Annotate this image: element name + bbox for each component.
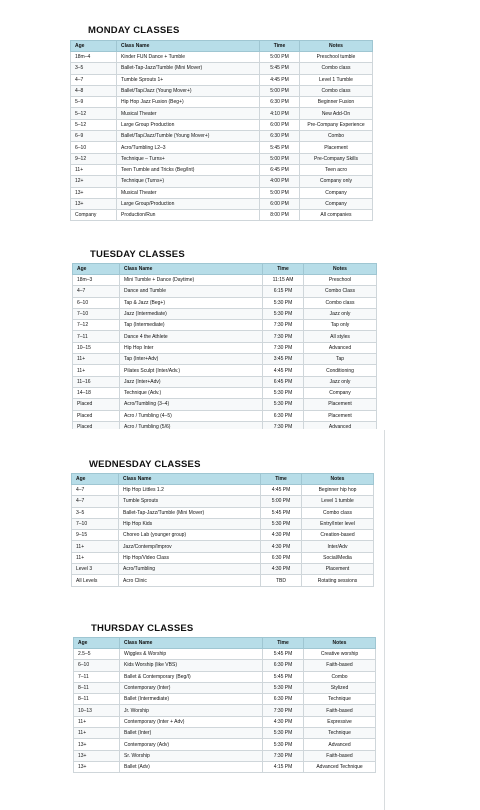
cell-class-name: Technique (Turns+) — [117, 176, 260, 187]
cell-time: 5:00 PM — [260, 85, 300, 96]
table-row — [71, 164, 373, 175]
cell-age: Placed — [73, 421, 120, 429]
table-row — [73, 410, 377, 421]
cell-class-name: Tap (Inter+Adv) — [120, 354, 263, 365]
cell-notes: Preschool tumble — [300, 52, 373, 63]
table-row — [73, 342, 377, 353]
cell-age: 6–10 — [74, 660, 120, 671]
cell-notes: All companies — [300, 210, 373, 221]
table-row — [72, 575, 374, 586]
cell-class-name: Ballet (Inter) — [120, 728, 263, 739]
cell-notes: New Add-On — [300, 108, 373, 119]
cell-class-name: Ballet (Intermediate) — [120, 694, 263, 705]
cell-class-name: Hip Hop/Video Class — [119, 552, 261, 563]
monday-title: MONDAY CLASSES — [88, 25, 180, 36]
table-row — [73, 275, 377, 286]
column-header-class-name: Class Name — [120, 264, 263, 275]
cell-age: 6–10 — [73, 297, 120, 308]
cell-age: 11+ — [72, 552, 119, 563]
table-row — [71, 52, 373, 63]
cell-time: 7:30 PM — [263, 705, 304, 716]
cell-time: 5:45 PM — [263, 649, 304, 660]
table-row — [72, 518, 374, 529]
cell-class-name: Large Group Production — [117, 119, 260, 130]
cell-age: 4–8 — [71, 85, 117, 96]
table-row — [74, 705, 376, 716]
cell-age: 9–15 — [72, 530, 119, 541]
cell-age: 11+ — [73, 354, 120, 365]
cell-notes: Placement — [302, 564, 374, 575]
cell-class-name: Hip Hop Jazz Fusion (Beg+) — [117, 97, 260, 108]
cell-class-name: Ballet (Adv) — [120, 761, 263, 772]
cell-class-name: Acro/Tumbling L2–3 — [117, 142, 260, 153]
table-row — [72, 507, 374, 518]
cell-time: 5:00 PM — [260, 52, 300, 63]
cell-age: 5–12 — [71, 119, 117, 130]
cell-notes: Technique — [304, 694, 376, 705]
cell-class-name: Choreo Lab (younger group) — [119, 530, 261, 541]
cell-age: Level 3 — [72, 564, 119, 575]
cell-time: 5:30 PM — [263, 399, 304, 410]
cell-notes: Social/Media — [302, 552, 374, 563]
cell-class-name: Acro / Tumbling (4–5) — [120, 410, 263, 421]
cell-time: 6:15 PM — [263, 286, 304, 297]
table-row — [72, 530, 374, 541]
thursday-title: THURSDAY CLASSES — [91, 623, 194, 634]
cell-age: 13+ — [71, 198, 117, 209]
table-row — [73, 320, 377, 331]
column-header-time: Time — [263, 264, 304, 275]
cell-class-name: Hip Hop Kids — [119, 518, 261, 529]
cell-age: 7–12 — [73, 320, 120, 331]
cell-class-name: Contemporary (Inter) — [120, 682, 263, 693]
cell-notes: Faith-based — [304, 660, 376, 671]
table-row — [71, 97, 373, 108]
cell-class-name: Technique (Adv.) — [120, 387, 263, 398]
cell-class-name: Acro / Tumbling (5/6) — [120, 421, 263, 429]
cell-time: 4:30 PM — [261, 564, 302, 575]
cell-class-name: Dance and Tumble — [120, 286, 263, 297]
cell-notes: Jazz only — [304, 376, 377, 387]
table-row — [71, 210, 373, 221]
table-row — [73, 365, 377, 376]
cell-class-name: Mini Tumble + Dance (Daytime) — [120, 275, 263, 286]
cell-notes: Placement — [300, 142, 373, 153]
page-divider — [384, 430, 385, 810]
table-header-row — [73, 264, 377, 275]
tuesday-schedule-table — [72, 263, 377, 429]
cell-class-name: Acro/Tumbling — [119, 564, 261, 575]
cell-age: 13+ — [74, 750, 120, 761]
wednesday-schedule-table — [71, 473, 374, 587]
table-header-row — [74, 638, 376, 649]
cell-age: 14–18 — [73, 387, 120, 398]
cell-notes: Pre-Company Experience — [300, 119, 373, 130]
cell-class-name: Tap & Jazz (Beg+) — [120, 297, 263, 308]
cell-time: 7:30 PM — [263, 750, 304, 761]
cell-class-name: Kids Worship (like VBS) — [120, 660, 263, 671]
cell-time: 4:15 PM — [263, 761, 304, 772]
cell-age: 4–7 — [73, 286, 120, 297]
cell-class-name: Musical Theater — [117, 108, 260, 119]
column-header-time: Time — [260, 41, 300, 52]
cell-age: 3–5 — [72, 507, 119, 518]
column-header-age: Age — [73, 264, 120, 275]
cell-time: 4:45 PM — [260, 74, 300, 85]
cell-time: 7:30 PM — [263, 421, 304, 429]
cell-class-name: Ballet/Tap/Jazz (Young Mover+) — [117, 85, 260, 96]
cell-class-name: Ballet-Tap-Jazz/Tumble (Mini Mover) — [117, 63, 260, 74]
cell-class-name: Acro Clinic — [119, 575, 261, 586]
cell-time: 4:30 PM — [261, 530, 302, 541]
cell-class-name: Dance 4 the Athlete — [120, 331, 263, 342]
table-row — [72, 541, 374, 552]
cell-notes: Conditioning — [304, 365, 377, 376]
table-row — [73, 331, 377, 342]
cell-time: TBD — [261, 575, 302, 586]
cell-time: 11:15 AM — [263, 275, 304, 286]
cell-age: 5–12 — [71, 108, 117, 119]
table-header-row — [72, 474, 374, 485]
column-header-notes: Notes — [300, 41, 373, 52]
cell-age: 11+ — [74, 728, 120, 739]
column-header-notes: Notes — [304, 264, 377, 275]
wednesday-title: WEDNESDAY CLASSES — [89, 459, 201, 470]
cell-class-name: Contemporary (Inter + Adv) — [120, 716, 263, 727]
table-row — [71, 108, 373, 119]
cell-notes: Rotating sessions — [302, 575, 374, 586]
cell-class-name: Ballet-Tap-Jazz/Tumble (Mini Mover) — [119, 507, 261, 518]
table-row — [73, 286, 377, 297]
cell-notes: Company — [300, 187, 373, 198]
cell-notes: Technique — [304, 728, 376, 739]
column-header-notes: Notes — [304, 638, 376, 649]
cell-time: 5:45 PM — [260, 63, 300, 74]
cell-time: 6:30 PM — [263, 660, 304, 671]
cell-notes: Advanced — [304, 342, 377, 353]
cell-notes: Combo class — [302, 507, 374, 518]
cell-time: 4:45 PM — [261, 485, 302, 496]
cell-notes: Tap — [304, 354, 377, 365]
cell-notes: Advanced Technique — [304, 761, 376, 772]
tuesday-table-clip — [72, 263, 377, 429]
table-row — [71, 198, 373, 209]
cell-time: 5:45 PM — [261, 507, 302, 518]
cell-time: 6:30 PM — [263, 694, 304, 705]
cell-time: 5:00 PM — [260, 187, 300, 198]
table-row — [74, 716, 376, 727]
cell-time: 5:30 PM — [263, 297, 304, 308]
cell-notes: Faith-based — [304, 705, 376, 716]
cell-time: 5:30 PM — [263, 308, 304, 319]
table-row — [71, 187, 373, 198]
cell-class-name: Tumble Sprouts 1+ — [117, 74, 260, 85]
cell-notes: Placement — [304, 410, 377, 421]
table-header-row — [71, 41, 373, 52]
table-row — [74, 728, 376, 739]
cell-class-name: Tap (Intermediate) — [120, 320, 263, 331]
cell-time: 8:00 PM — [260, 210, 300, 221]
cell-age: 11–16 — [73, 376, 120, 387]
table-row — [71, 85, 373, 96]
cell-class-name: Kinder FUN Dance + Tumble — [117, 52, 260, 63]
cell-class-name: Large Group/Production — [117, 198, 260, 209]
table-row — [72, 552, 374, 563]
cell-notes: Entry/Inter level — [302, 518, 374, 529]
cell-notes: Creation-based — [302, 530, 374, 541]
cell-class-name: Ballet/Tap/Jazz/Tumble (Young Mover+) — [117, 131, 260, 142]
cell-age: 7–11 — [73, 331, 120, 342]
table-row — [73, 354, 377, 365]
cell-time: 4:00 PM — [260, 176, 300, 187]
cell-class-name: Hip Hop Littles 1.2 — [119, 485, 261, 496]
cell-time: 7:30 PM — [263, 342, 304, 353]
cell-age: 2.5–5 — [74, 649, 120, 660]
cell-time: 5:30 PM — [263, 728, 304, 739]
cell-notes: Jazz only — [304, 308, 377, 319]
cell-notes: Combo Class — [304, 286, 377, 297]
tuesday-title: TUESDAY CLASSES — [90, 249, 185, 260]
column-header-time: Time — [263, 638, 304, 649]
cell-notes: Inter/Adv — [302, 541, 374, 552]
table-row — [71, 63, 373, 74]
cell-age: 11+ — [72, 541, 119, 552]
table-row — [73, 308, 377, 319]
cell-notes: Combo class — [300, 63, 373, 74]
table-row — [72, 496, 374, 507]
table-row — [71, 176, 373, 187]
cell-notes: Faith-based — [304, 750, 376, 761]
cell-age: 10–13 — [74, 705, 120, 716]
table-row — [71, 119, 373, 130]
cell-age: 12+ — [71, 176, 117, 187]
cell-notes: Combo class — [300, 85, 373, 96]
cell-notes: Combo class — [304, 297, 377, 308]
cell-age: 18m–3 — [73, 275, 120, 286]
column-header-age: Age — [74, 638, 120, 649]
cell-time: 4:10 PM — [260, 108, 300, 119]
cell-notes: Teen acro — [300, 164, 373, 175]
cell-age: 3–5 — [71, 63, 117, 74]
column-header-age: Age — [71, 41, 117, 52]
cell-notes: Preschool — [304, 275, 377, 286]
cell-notes: Company only — [300, 176, 373, 187]
cell-notes: Level 1 tumble — [302, 496, 374, 507]
cell-notes: All styles — [304, 331, 377, 342]
cell-time: 6:45 PM — [263, 376, 304, 387]
cell-time: 4:45 PM — [263, 365, 304, 376]
cell-notes: Placement — [304, 399, 377, 410]
cell-notes: Creative worship — [304, 649, 376, 660]
cell-age: 4–7 — [72, 485, 119, 496]
table-row — [74, 739, 376, 750]
cell-age: 8–11 — [74, 694, 120, 705]
cell-time: 5:45 PM — [260, 142, 300, 153]
cell-age: 11+ — [74, 716, 120, 727]
table-row — [74, 694, 376, 705]
cell-time: 5:00 PM — [261, 496, 302, 507]
table-row — [74, 660, 376, 671]
cell-class-name: Wiggles & Worship — [120, 649, 263, 660]
cell-age: 7–10 — [72, 518, 119, 529]
cell-notes: Advanced — [304, 421, 377, 429]
cell-notes: Level 1 Tumble — [300, 74, 373, 85]
table-row — [71, 74, 373, 85]
cell-notes: Tap only — [304, 320, 377, 331]
table-row — [74, 671, 376, 682]
table-row — [73, 399, 377, 410]
cell-time: 5:00 PM — [260, 153, 300, 164]
cell-notes: Beginner hip hop — [302, 485, 374, 496]
cell-time: 5:30 PM — [263, 682, 304, 693]
cell-time: 6:00 PM — [260, 119, 300, 130]
cell-class-name: Jazz (Intermediate) — [120, 308, 263, 319]
cell-notes: Combo — [304, 671, 376, 682]
table-row — [71, 142, 373, 153]
cell-time: 6:30 PM — [263, 410, 304, 421]
column-header-class-name: Class Name — [117, 41, 260, 52]
cell-class-name: Sr. Worship — [120, 750, 263, 761]
cell-age: 7–10 — [73, 308, 120, 319]
cell-age: Placed — [73, 410, 120, 421]
table-row — [74, 682, 376, 693]
cell-notes: Combo — [300, 131, 373, 142]
cell-notes: Expressive — [304, 716, 376, 727]
cell-age: 6–9 — [71, 131, 117, 142]
cell-time: 5:45 PM — [263, 671, 304, 682]
cell-class-name: Jazz (Inter+Adv) — [120, 376, 263, 387]
column-header-age: Age — [72, 474, 119, 485]
table-row — [71, 153, 373, 164]
cell-age: 8–11 — [74, 682, 120, 693]
column-header-notes: Notes — [302, 474, 374, 485]
cell-class-name: Technique – Turns+ — [117, 153, 260, 164]
table-row — [74, 761, 376, 772]
cell-age: Placed — [73, 399, 120, 410]
cell-age: 6–10 — [71, 142, 117, 153]
cell-age: 5–9 — [71, 97, 117, 108]
cell-notes: Pre-Company Skills — [300, 153, 373, 164]
column-header-class-name: Class Name — [120, 638, 263, 649]
cell-notes: Stylized — [304, 682, 376, 693]
cell-age: 11+ — [73, 365, 120, 376]
cell-age: 10–15 — [73, 342, 120, 353]
cell-class-name: Contemporary (Adv) — [120, 739, 263, 750]
cell-time: 7:30 PM — [263, 320, 304, 331]
thursday-schedule-table — [73, 637, 376, 773]
monday-schedule-table — [70, 40, 373, 221]
cell-age: 4–7 — [71, 74, 117, 85]
cell-time: 6:30 PM — [260, 97, 300, 108]
cell-age: All Levels — [72, 575, 119, 586]
table-row — [73, 376, 377, 387]
table-row — [71, 131, 373, 142]
cell-time: 6:45 PM — [260, 164, 300, 175]
cell-class-name: Jazz/Contemp/Improv — [119, 541, 261, 552]
cell-class-name: Hip Hop Inter — [120, 342, 263, 353]
cell-age: 11+ — [71, 164, 117, 175]
cell-age: 13+ — [71, 187, 117, 198]
cell-notes: Company — [304, 387, 377, 398]
table-row — [74, 649, 376, 660]
cell-time: 7:30 PM — [263, 331, 304, 342]
table-row — [72, 564, 374, 575]
cell-notes: Advanced — [304, 739, 376, 750]
cell-age: 18m–4 — [71, 52, 117, 63]
cell-time: 5:30 PM — [263, 387, 304, 398]
cell-age: 7–11 — [74, 671, 120, 682]
cell-class-name: Ballet & Contemporary (Beg/I) — [120, 671, 263, 682]
cell-age: 9–12 — [71, 153, 117, 164]
cell-notes: Company — [300, 198, 373, 209]
cell-class-name: Musical Theater — [117, 187, 260, 198]
cell-time: 4:30 PM — [261, 541, 302, 552]
cell-age: 13+ — [74, 739, 120, 750]
cell-time: 5:30 PM — [261, 518, 302, 529]
cell-time: 3:45 PM — [263, 354, 304, 365]
cell-age: Company — [71, 210, 117, 221]
cell-time: 5:30 PM — [263, 739, 304, 750]
column-header-time: Time — [261, 474, 302, 485]
cell-age: 4–7 — [72, 496, 119, 507]
cell-time: 6:30 PM — [261, 552, 302, 563]
cell-age: 13+ — [74, 761, 120, 772]
cell-time: 6:00 PM — [260, 198, 300, 209]
cell-class-name: Tumble Sprouts — [119, 496, 261, 507]
table-row — [73, 297, 377, 308]
table-row — [73, 387, 377, 398]
cell-class-name: Production/Run — [117, 210, 260, 221]
cell-time: 6:30 PM — [260, 131, 300, 142]
cell-notes: Beginner Fusion — [300, 97, 373, 108]
cell-time: 4:30 PM — [263, 716, 304, 727]
column-header-class-name: Class Name — [119, 474, 261, 485]
cell-class-name: Jr. Worship — [120, 705, 263, 716]
table-row — [73, 421, 377, 429]
table-row — [72, 485, 374, 496]
cell-class-name: Pilates Sculpt (Inter/Adv.) — [120, 365, 263, 376]
table-row — [74, 750, 376, 761]
cell-class-name: Teen Tumble and Tricks (Beg/Int) — [117, 164, 260, 175]
cell-class-name: Acro/Tumbling (3–4) — [120, 399, 263, 410]
